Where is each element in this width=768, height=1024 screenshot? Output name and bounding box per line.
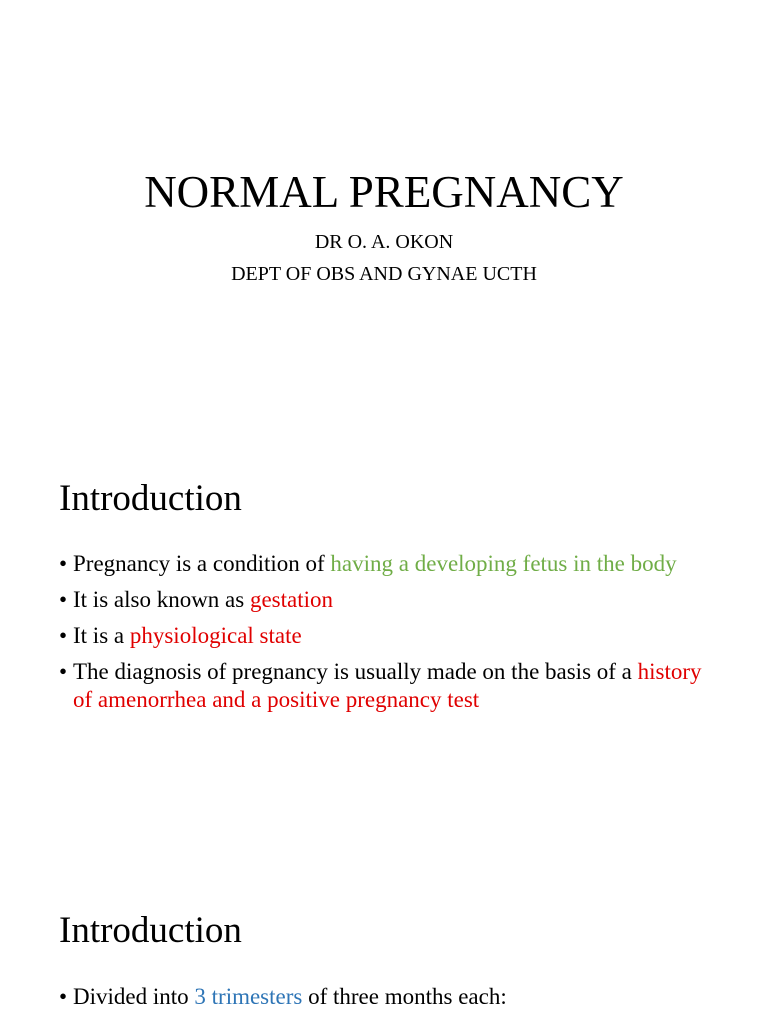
slide-heading: Introduction [59,478,242,519]
bullet-icon: • [59,984,68,1009]
list-item [59,658,719,714]
author-name: DR O. A. OKON [314,231,454,253]
bullet-text-after: of three months each: [302,984,507,1009]
bullet-text: Divided into [73,984,195,1009]
bullet-text: Pregnancy is a condition of [73,551,331,576]
bullet-highlight: gestation [249,587,334,612]
bullet-icon: • [59,551,68,576]
presentation-title: NORMAL PREGNANCY [144,167,624,217]
bullet-text: It is also known as [73,587,250,612]
bullet-highlight: having a developing fetus in the body [330,551,677,576]
bullet-icon: • [59,587,68,612]
title-slide [0,0,768,330]
bullet-text: It is a [73,623,130,648]
bullet-list [59,983,719,1019]
bullet-icon: • [59,659,68,684]
list-item [59,622,719,650]
bullet-text: The diagnosis of pregnancy is usually made on the basis of a [73,659,638,684]
list-item [59,586,719,614]
list-item [59,550,719,578]
department-name: DEPT OF OBS AND GYNAE UCTH [231,263,537,285]
bullet-list [59,550,719,722]
bullet-icon: • [59,623,68,648]
list-item [59,983,719,1011]
bullet-highlight: 3 trimesters [194,984,303,1009]
slide-heading: Introduction [59,910,242,951]
bullet-highlight: history of amenorrhea and a positive pregnancy test [73,659,702,712]
bullet-highlight: physiological state [129,623,302,648]
